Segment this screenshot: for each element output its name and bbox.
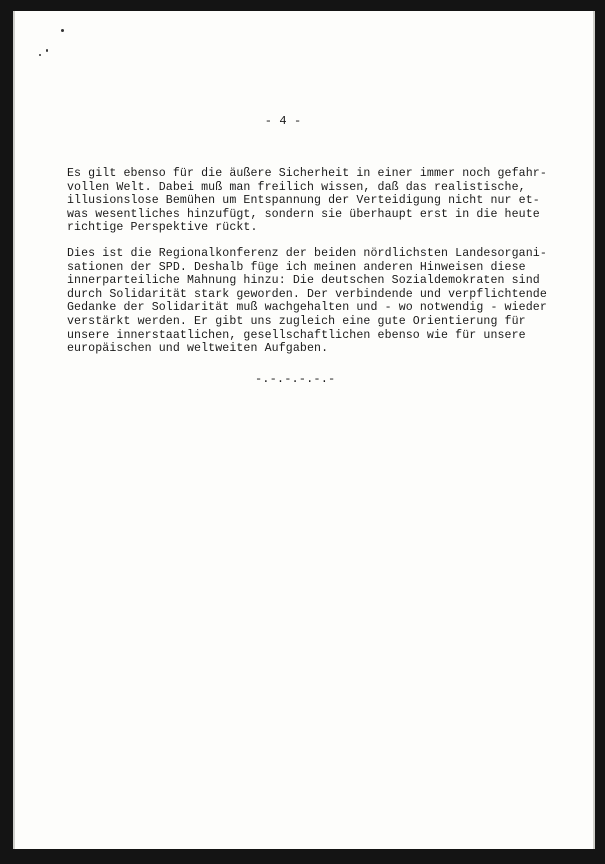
page-number: - 4 - (264, 114, 302, 128)
text-line: unsere innerstaatlichen, gesellschaftlichen ebenso wie für unsere (67, 328, 526, 342)
text-line: europäischen und weltweiten Aufgaben. (67, 342, 329, 356)
text-line: illusionslose Bemühen um Entspannung der Verteidigung nicht nur et- (67, 194, 540, 208)
document-page (13, 11, 595, 849)
paragraph-1 (67, 167, 567, 235)
text-line: sationen der SPD. Deshalb füge ich meinen anderen Hinweisen diese (67, 260, 526, 274)
scan-speck (61, 29, 64, 32)
text-line: was wesentliches hinzufügt, sondern sie überhaupt erst in die heute (67, 207, 540, 221)
scan-speck (46, 49, 48, 52)
text-line: innerparteiliche Mahnung hinzu: Die deutschen Sozialdemokraten sind (67, 274, 540, 288)
text-line: durch Solidarität stark geworden. Der verbindende und verpflichtende (67, 287, 547, 301)
text-line: verstärkt werden. Er gibt uns zugleich eine gute Orientierung für (67, 314, 526, 328)
scan-speck (39, 54, 41, 56)
paragraph-2 (67, 247, 567, 356)
text-line: vollen Welt. Dabei muß man freilich wissen, daß das realistische, (67, 180, 526, 194)
text-line: richtige Perspektive rückt. (67, 221, 258, 235)
text-line: Gedanke der Solidarität muß wachgehalten und - wo notwendig - wieder (67, 301, 547, 315)
text-line: Dies ist die Regionalkonferenz der beiden nördlichsten Landesorgani- (67, 247, 547, 260)
section-separator: -.-.-.-.-.- (255, 372, 336, 386)
text-line: Es gilt ebenso für die äußere Sicherheit in einer immer noch gefahr- (67, 167, 547, 180)
